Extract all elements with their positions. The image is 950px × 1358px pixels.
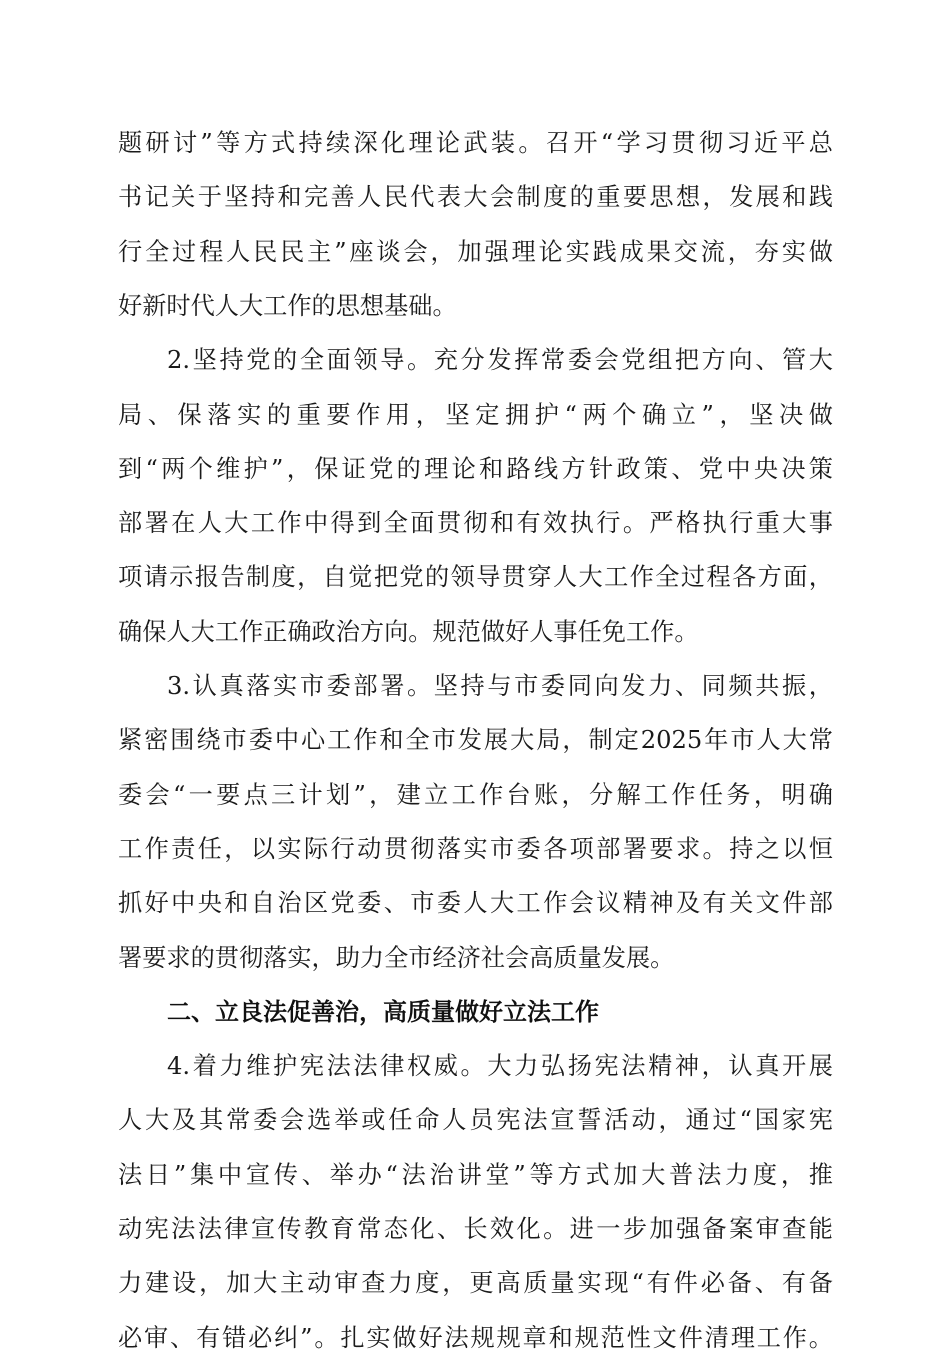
paragraph-line: 署要求的贯彻落实，助力全市经济社会高质量发展。 bbox=[118, 943, 675, 972]
paragraph-line: 抓好中央和自治区党委、市委人大工作会议精神及有关文件部 bbox=[118, 889, 833, 918]
paragraph-line: 工作责任，以实际行动贯彻落实市委各项部署要求。持之以恒 bbox=[118, 834, 833, 863]
section-heading: 二、立良法促善治，高质量做好立法工作 bbox=[167, 997, 599, 1026]
paragraph-line: 4.着力维护宪法法律权威。大力弘扬宪法精神，认真开展 bbox=[167, 1052, 833, 1081]
paragraph-line: 紧密围绕市委中心工作和全市发展大局，制定2025年市人大常 bbox=[118, 726, 833, 755]
paragraph-line: 确保人大工作正确政治方向。规范做好人事任免工作。 bbox=[118, 617, 699, 646]
paragraph-line: 委会“一要点三计划”，建立工作台账，分解工作任务，明确 bbox=[118, 780, 833, 809]
paragraph-line: 动宪法法律宣传教育常态化、长效化。进一步加强备案审查能 bbox=[118, 1215, 833, 1243]
paragraph-line: 到“两个维护”，保证党的理论和路线方针政策、党中央决策 bbox=[118, 454, 833, 483]
paragraph-line: 书记关于坚持和完善人民代表大会制度的重要思想，发展和践 bbox=[118, 183, 833, 212]
paragraph-line: 2.坚持党的全面领导。充分发挥常委会党组把方向、管大 bbox=[167, 346, 833, 375]
paragraph-line: 题研讨”等方式持续深化理论武装。召开“学习贯彻习近平总 bbox=[118, 129, 833, 157]
paragraph-line: 法日”集中宣传、举办“法治讲堂”等方式加大普法力度，推 bbox=[118, 1160, 833, 1189]
paragraph-line: 3.认真落实市委部署。坚持与市委同向发力、同频共振， bbox=[167, 672, 833, 700]
paragraph-line: 必审、有错必纠”。扎实做好法规规章和规范性文件清理工作。 bbox=[118, 1323, 833, 1352]
paragraph-line: 行全过程人民民主”座谈会，加强理论实践成果交流，夯实做 bbox=[118, 237, 833, 266]
paragraph-line: 局、保落实的重要作用，坚定拥护“两个确立”，坚决做 bbox=[118, 400, 833, 429]
paragraph-line: 力建设，加大主动审查力度，更高质量实现“有件必备、有备 bbox=[118, 1269, 833, 1298]
paragraph-line: 部署在人大工作中得到全面贯彻和有效执行。严格执行重大事 bbox=[118, 509, 833, 538]
paragraph-line: 人大及其常委会选举或任命人员宪法宣誓活动，通过“国家宪 bbox=[118, 1106, 833, 1135]
paragraph-line: 项请示报告制度，自觉把党的领导贯穿人大工作全过程各方面， bbox=[118, 563, 833, 592]
paragraph-line: 好新时代人大工作的思想基础。 bbox=[118, 291, 457, 320]
